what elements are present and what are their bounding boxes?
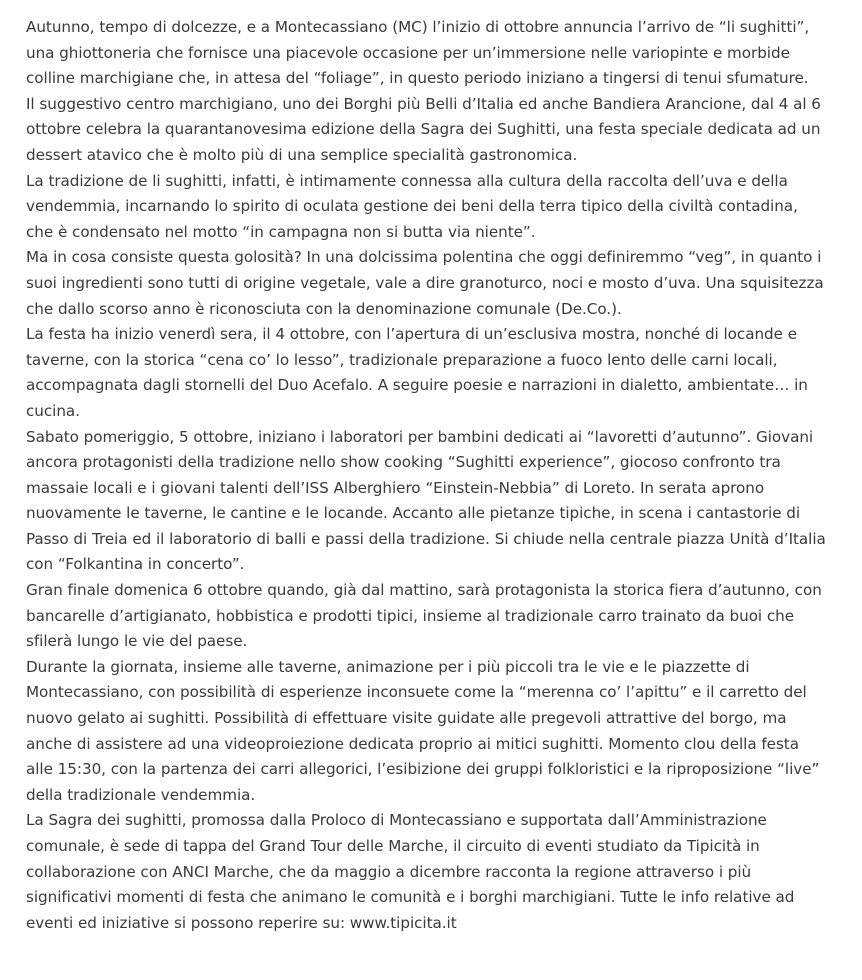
- paragraph-venerdi: La festa ha inizio venerdì sera, il 4 ottobre, con l’apertura di un’esclusiva mostra, nonché di locande e taverne, con la storica “cena co’ lo lesso”, tradizionale preparazione a fuoco lento delle carni locali, accompagnata dagli stornelli del Duo Acefalo. A seguire poesie e narrazioni in dialetto, ambientate… in cucina.: [26, 325, 808, 420]
- paragraph-grand-tour: La Sagra dei sughitti, promossa dalla Proloco di Montecassiano e supportata dall’Amministrazione comunale, è sede di tappa del Grand Tour delle Marche, il circuito di eventi studiato da Tipicità in collaborazione con ANCI Marche, che da maggio a dicembre racconta la regione attraverso i più significativi momenti di festa che animano le comunità e i borghi marchigiani. Tutte le info relative ad eventi ed iniziative si possono reperire su: www.tipicita.it: [26, 811, 795, 932]
- paragraph-intro: Autunno, tempo di dolcezze, e a Montecassiano (MC) l’inizio di ottobre annuncia l’arrivo de “li sughitti”, una ghiottoneria che fornisce una piacevole occasione per un’immersione nelle variopinte e morbide colline marchigiane che, in attesa del “foliage”, in questo periodo iniziano a tingersi di tenui sfumature.: [26, 18, 810, 88]
- paragraph-golosita: Ma in cosa consiste questa golosità? In una dolcissima polentina che oggi definiremmo “veg”, in quanto i suoi ingredienti sono tutti di origine vegetale, vale a dire granoturco, noci e mosto d’uva. Una squisitezza che dallo scorso anno è riconosciuta con la denominazione comunale (De.Co.).: [26, 248, 824, 318]
- paragraph-giornata: Durante la giornata, insieme alle taverne, animazione per i più piccoli tra le vie e le piazzette di Montecassiano, con possibilità di esperienze inconsuete come la “merenna co’ l’apittu” e il carretto del nuovo gelato ai sughitti. Possibilità di effettuare visite guidate alle pregevoli attrattive del borgo, ma anche di assistere ad una videoproiezione dedicata proprio ai mitici sughitti. Momento clou della festa alle 15:30, con la partenza dei carri allegorici, l’esibizione dei gruppi folkloristici e la riproposizione “live” della tradizionale vendemmia.: [26, 657, 820, 804]
- paragraph-tradizione: La tradizione de li sughitti, infatti, è intimamente connessa alla cultura della raccolta dell’uva e della vendemmia, incarnando lo spirito di oculata gestione dei beni della terra tipico della civiltà contadina, che è condensato nel motto “in campagna non si butta via niente”.: [26, 171, 798, 241]
- paragraph-domenica: Gran finale domenica 6 ottobre quando, già dal mattino, sarà protagonista la storica fiera d’autunno, con bancarelle d’artigianato, hobbistica e prodotti tipici, insieme al tradizionale carro trainato da buoi che sfilerà lungo le vie del paese.: [26, 581, 822, 651]
- article-body: [26, 15, 826, 936]
- paragraph-borgo: Il suggestivo centro marchigiano, uno dei Borghi più Belli d’Italia ed anche Bandiera Arancione, dal 4 al 6 ottobre celebra la quarantanovesima edizione della Sagra dei Sughitti, una festa speciale dedicata ad un dessert atavico che è molto più di una semplice specialità gastronomica.: [26, 94, 821, 164]
- paragraph-sabato: Sabato pomeriggio, 5 ottobre, iniziano i laboratori per bambini dedicati ai “lavoretti d’autunno”. Giovani ancora protagonisti della tradizione nello show cooking “Sughitti experience”, giocoso confronto tra massaie locali e i giovani talenti dell’ISS Alberghiero “Einstein-Nebbia” di Loreto. In serata aprono nuovamente le taverne, le cantine e le locande. Accanto alle pietanze tipiche, in scena i cantastorie di Passo di Treia ed il laboratorio di balli e passi della tradizione. Si chiude nella centrale piazza Unità d’Italia con “Folkantina in concerto”.: [26, 427, 826, 574]
